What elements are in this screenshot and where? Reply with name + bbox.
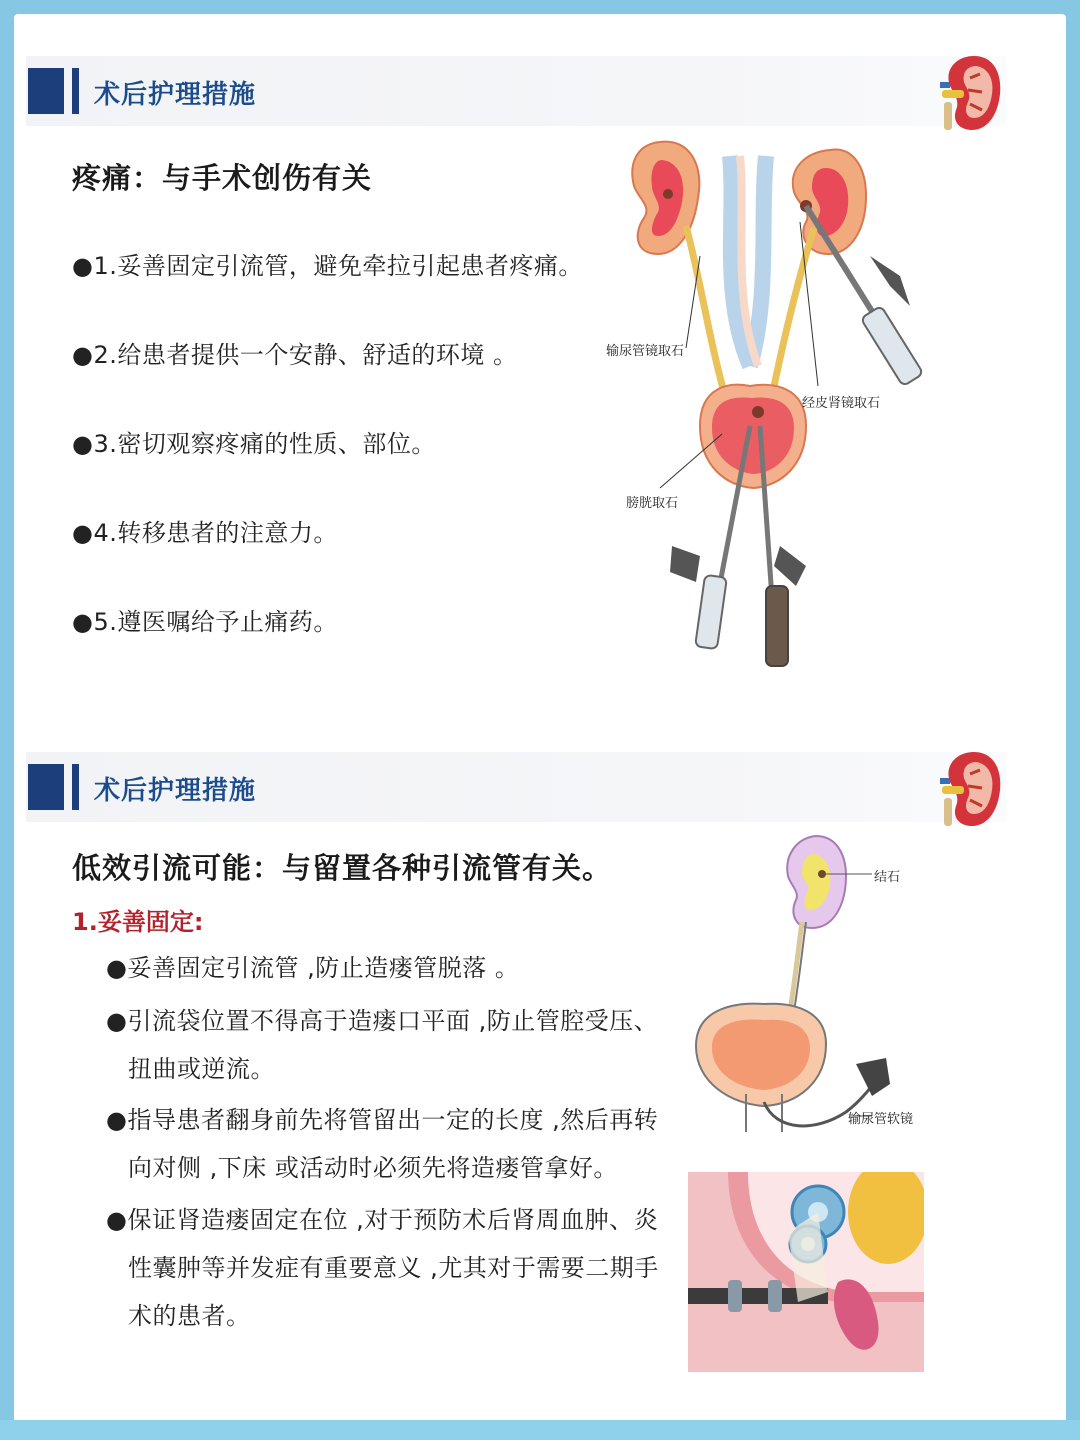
header-square-decoration bbox=[28, 68, 64, 114]
kidney-icon bbox=[940, 52, 1002, 134]
section2-header bbox=[26, 752, 1006, 822]
header-line-decoration bbox=[72, 68, 79, 114]
section1-bullet-1: ●1.妥善固定引流管，避免牵拉引起患者疼痛。 bbox=[72, 252, 583, 280]
urinary-stone-removal-illustration bbox=[600, 136, 930, 676]
section2-subheading: 1.妥善固定: bbox=[72, 908, 204, 936]
label-stone: 结石 bbox=[874, 870, 901, 885]
kidney-icon bbox=[940, 748, 1002, 830]
section1-header bbox=[26, 56, 1006, 126]
label-percutaneous: 经皮肾镜取石 bbox=[802, 396, 881, 411]
section2-paragraph-3 bbox=[106, 1096, 658, 1192]
paragraph-line: ●妥善固定引流管 ,防止造瘘管脱落 。 bbox=[106, 954, 520, 982]
header-line-decoration bbox=[72, 764, 79, 810]
paragraph-line: ●引流袋位置不得高于造瘘口平面 ,防止管腔受压、 bbox=[106, 1007, 659, 1035]
section2-heading: 低效引流可能：与留置各种引流管有关。 bbox=[72, 851, 613, 885]
section1-bullet-4: ●4.转移患者的注意力。 bbox=[72, 519, 338, 547]
paragraph-line: 向对侧 ,下床 或活动时必须先将造瘘管拿好。 bbox=[128, 1154, 618, 1182]
section2-header-title: 术后护理措施 bbox=[94, 776, 257, 806]
page-bottom-border bbox=[0, 1420, 1080, 1440]
section1-bullet-2: ●2.给患者提供一个安静、舒适的环境 。 bbox=[72, 341, 518, 369]
paragraph-line: ●指导患者翻身前先将管留出一定的长度 ,然后再转 bbox=[106, 1106, 659, 1134]
section1-header-title: 术后护理措施 bbox=[94, 80, 257, 110]
paragraph-line: ●保证肾造瘘固定在位 ,对于预防术后肾周血肿、炎 bbox=[106, 1206, 659, 1234]
label-flexible-scope: 输尿管软镜 bbox=[848, 1112, 914, 1127]
label-bladder: 膀胱取石 bbox=[626, 496, 679, 511]
paragraph-line: 扭曲或逆流。 bbox=[128, 1055, 275, 1083]
section1-bullet-3: ●3.密切观察疼痛的性质、部位。 bbox=[72, 430, 436, 458]
section1-bullet-5: ●5.遵医嘱给予止痛药。 bbox=[72, 608, 338, 636]
nephrostomy-tube-illustration bbox=[688, 1172, 924, 1372]
section2-paragraph-2 bbox=[106, 997, 658, 1093]
section2-paragraph-1 bbox=[106, 944, 519, 992]
header-square-decoration bbox=[28, 764, 64, 810]
paragraph-line: 术的患者。 bbox=[128, 1302, 251, 1330]
section1-heading: 疼痛：与手术创伤有关 bbox=[72, 161, 373, 195]
paragraph-line: 性囊肿等并发症有重要意义 ,尤其对于需要二期手 bbox=[128, 1254, 659, 1282]
label-ureteroscope: 输尿管镜取石 bbox=[606, 344, 685, 359]
section2-paragraph-4 bbox=[106, 1196, 659, 1340]
